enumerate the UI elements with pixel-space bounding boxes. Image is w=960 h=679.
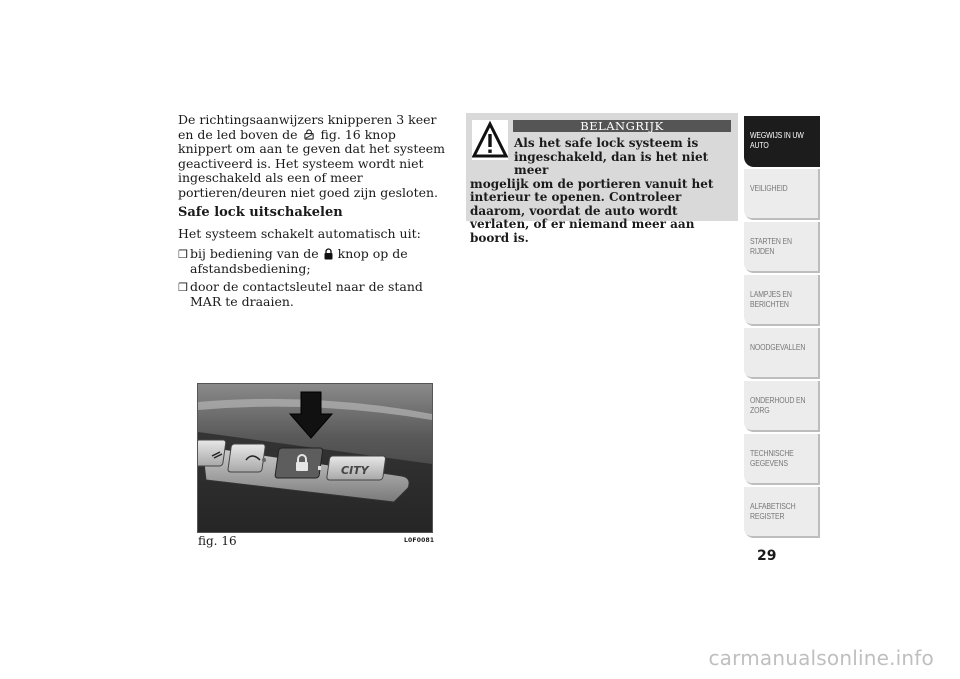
chapter-tabs (744, 116, 820, 540)
figure-illustration (198, 384, 432, 532)
padlock-icon (324, 248, 333, 260)
tab-lampjes[interactable]: LAMPJES EN BERICHTEN (744, 275, 820, 326)
lock-key-icon (304, 129, 315, 140)
city-button-label: CITY (341, 464, 369, 477)
page-number: 29 (757, 548, 777, 564)
tab-noodgevallen[interactable]: NOODGEVALLEN (744, 328, 820, 379)
warning-text (470, 137, 732, 245)
tab-technische[interactable]: TECHNISCHE GEGEVENS (744, 434, 820, 485)
main-text-column (178, 113, 450, 313)
checkbox-bullet-icon: ❒ (178, 248, 188, 261)
warning-line-1: Als het safe lock systeem is ingeschakeld, dan is het niet meer (514, 136, 709, 177)
warning-title: BELANGRIJK (513, 120, 731, 132)
intro-text-after: fig. 16 knop knippert om aan te geven dat het systeem geactiveerd is. Het systeem wordt niet ingeschakeld als een of meer portieren/deuren niet goed zijn gesloten. (178, 126, 446, 200)
intro-text-before: De richtingsaanwijzers knipperen 3 keer en de led boven de (178, 112, 437, 142)
figure-label: fig. 16 (198, 534, 237, 548)
tab-veiligheid[interactable]: VEILIGHEID (744, 169, 820, 220)
list-item (178, 280, 450, 309)
figure-code: L0F0081 (404, 537, 435, 544)
tab-onderhoud[interactable]: ONDERHOUD EN ZORG (744, 381, 820, 432)
checkbox-bullet-icon: ❒ (178, 281, 188, 294)
watermark: carmanualsonline.info (708, 646, 934, 670)
figure-image (197, 383, 433, 533)
tab-wegwijs[interactable]: WEGWIJS IN UW AUTO (744, 116, 820, 167)
bullet-1-before: bij bediening van de (190, 246, 319, 261)
bullet-2-text: door de contactsleutel naar de stand MAR te draaien. (190, 279, 423, 309)
section-heading: Safe lock uitschakelen (178, 205, 343, 220)
list-item (178, 247, 450, 276)
warning-box (466, 113, 738, 245)
warning-line-2: mogelijk om de portieren vanuit het interieur te openen. Controleer daarom, voordat de auto wordt verlaten, of er niemand meer aan boord is. (470, 176, 714, 245)
bullet-1-after: knop op de afstandsbediening; (190, 246, 408, 276)
lead-text: Het systeem schakelt automatisch uit: (178, 225, 421, 241)
tab-alfabetisch[interactable]: ALFABETISCH REGISTER (744, 487, 820, 538)
intro-paragraph (178, 113, 450, 200)
bullet-list (178, 247, 450, 309)
tab-starten[interactable]: STARTEN EN RIJDEN (744, 222, 820, 273)
